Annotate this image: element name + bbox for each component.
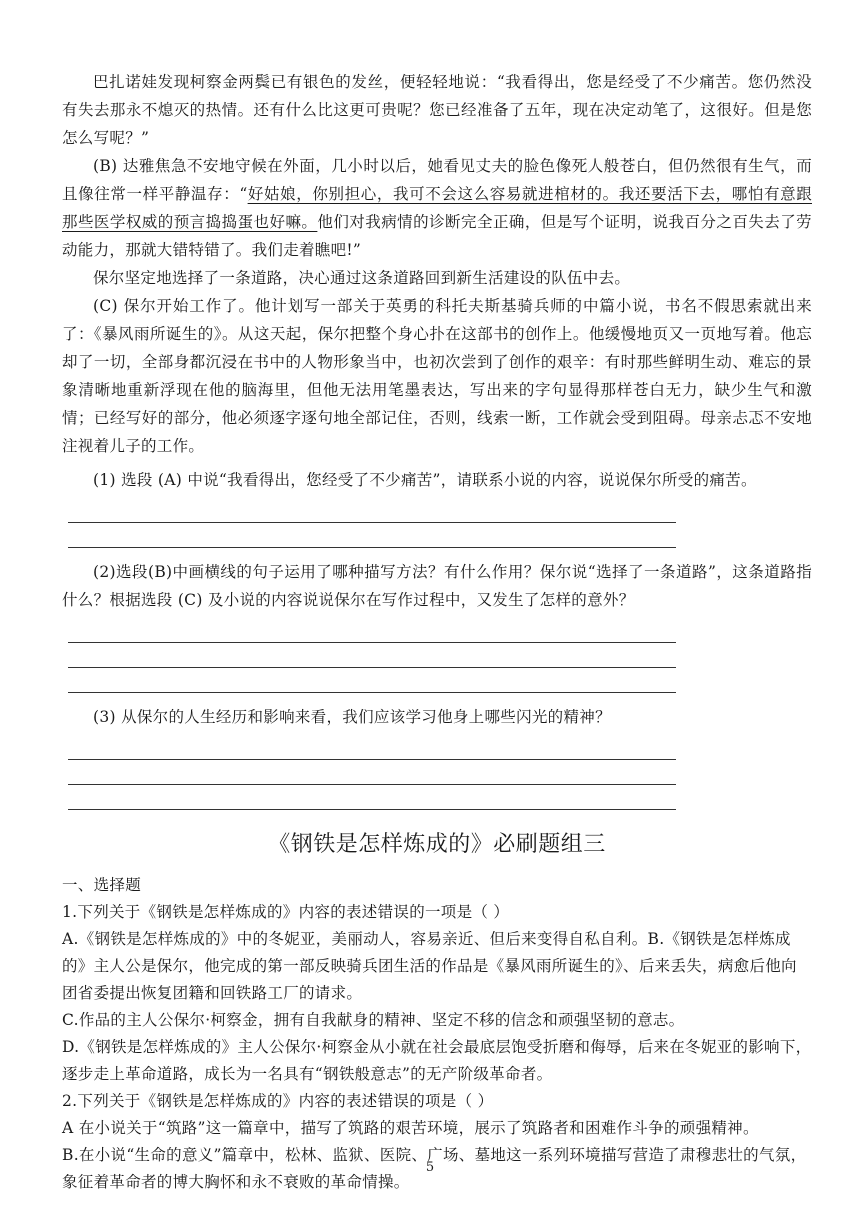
option-item: A 在小说关于“筑路”这一篇章中，描写了筑路的艰苦环境，展示了筑路者和困难作斗争的顽强精神。	[62, 1119, 759, 1137]
answer-line	[68, 618, 676, 643]
answer-area-1[interactable]	[62, 498, 812, 548]
passage-paragraph-path: 保尔坚定地选择了一条道路，决心通过这条道路回到新生活建设的队伍中去。	[93, 269, 631, 287]
answer-line	[68, 523, 676, 548]
passage-paragraph-c: (C) 保尔开始工作了。他计划写一部关于英勇的科托夫斯基骑兵师的中篇小说，书名不假思索就出来了：《暴风雨所诞生的》。从这天起，保尔把整个身心扑在这部书的创作上。他缓慢地页又一页地写着。他忘却了一切，全部身都沉浸在书中的人物形象当中，也初次尝到了创作的艰辛：有时那些鲜明生动、难忘的景象清晰地重新浮现在他的脑海里，但他无法用笔墨表达，写出来的字句显得那样苍白无力，缺少生气和激情；已经写好的部分，他必须逐字逐句地全部记住，否则，线索一断，工作就会受到阻碍。母亲忐忑不安地注视着儿子的工作。	[62, 297, 812, 455]
underlined-sentence: 好姑娘，你别担心，我可不会这么容易就进棺材的。我还要活下去，哪怕有意跟那些医学权威的预言捣捣蛋也好嘛。	[62, 185, 812, 231]
answer-line	[68, 785, 676, 810]
question-3: (3) 从保尔的人生经历和影响来看，我们应该学习他身上哪些闪光的精神？	[93, 708, 611, 726]
question-2: (2)选段(B)中画横线的句子运用了哪种描写方法？有什么作用？保尔说“选择了一条道路”，这条道路指什么？根据选段 (C) 及小说的内容说说保尔在写作过程中，又发生了怎样的意外？	[62, 563, 812, 609]
page-number: 5	[425, 1160, 435, 1175]
option-item: B.在小说“生命的意义”篇章中，松林、监狱、医院、广场、墓地这一系列环境描写营造了肃穆悲壮的气氛，象征着革命者的博大胸怀和永不衰败的革命情操。	[62, 1146, 807, 1191]
answer-area-3[interactable]	[62, 735, 812, 810]
question-item: 1.下列关于《钢铁是怎样炼成的》内容的表述错误的一项是（ ）	[62, 903, 510, 921]
answer-area-2[interactable]	[62, 618, 812, 693]
answer-line	[68, 498, 676, 523]
passage-paragraph-a: 巴扎诺娃发现柯察金两鬓已有银色的发丝，便轻轻地说：“我看得出，您是经受了不少痛苦。您仍然没有失去那永不熄灭的热情。还有什么比这更可贵呢？您已经准备了五年，现在决定动笔了，这很好。但是您怎么写呢？”	[62, 73, 812, 147]
passage-b-lead: (B) 达雅焦急不安地守候在外面，几小时以后，她看见丈夫的脸色像死人般苍白，但仍然很有生气，而且像往常一样平静温存：“	[62, 157, 812, 203]
answer-line	[68, 643, 676, 668]
section-title: 《钢铁是怎样炼成的》必刷题组三	[268, 832, 606, 857]
option-item: D.《钢铁是怎样炼成的》主人公保尔·柯察金从小就在社会最底层饱受折磨和侮辱，后来在冬妮亚的影响下，逐步走上革命道路，成长为一名具有“钢铁般意志”的无产阶级革命者。	[62, 1038, 812, 1083]
section-heading: 一、选择题	[62, 876, 142, 894]
question-1: (1) 选段 (A) 中说“我看得出，您经受了不少痛苦”，请联系小说的内容，说说保尔所受的痛苦。	[93, 471, 757, 489]
passage-b-tail: 他们对我病情的诊断完全正确，但是写个证明，说我百分之百失去了劳动能力，那就大错特错了。我们走着瞧吧!”	[62, 213, 812, 259]
answer-line	[68, 668, 676, 693]
question-item: 2.下列关于《钢铁是怎样炼成的》内容的表述错误的项是（ ）	[62, 1092, 494, 1110]
answer-line	[68, 735, 676, 760]
answer-line	[68, 760, 676, 785]
document-body	[62, 68, 812, 1196]
passage-paragraph-b	[62, 152, 812, 264]
option-item: A.《钢铁是怎样炼成的》中的冬妮亚，美丽动人，容易亲近、但后来变得自私自利。B.《钢铁是怎样炼成的》主人公是保尔，他完成的第一部反映骑兵团生活的作品是《暴风雨所诞生的》、后来丢失，病愈后他向团省委提出恢复团籍和回铁路工厂的请求。	[62, 930, 797, 1002]
option-item: C.作品的主人公保尔·柯察金，拥有自我献身的精神、坚定不移的信念和顽强坚韧的意志。	[62, 1011, 685, 1029]
